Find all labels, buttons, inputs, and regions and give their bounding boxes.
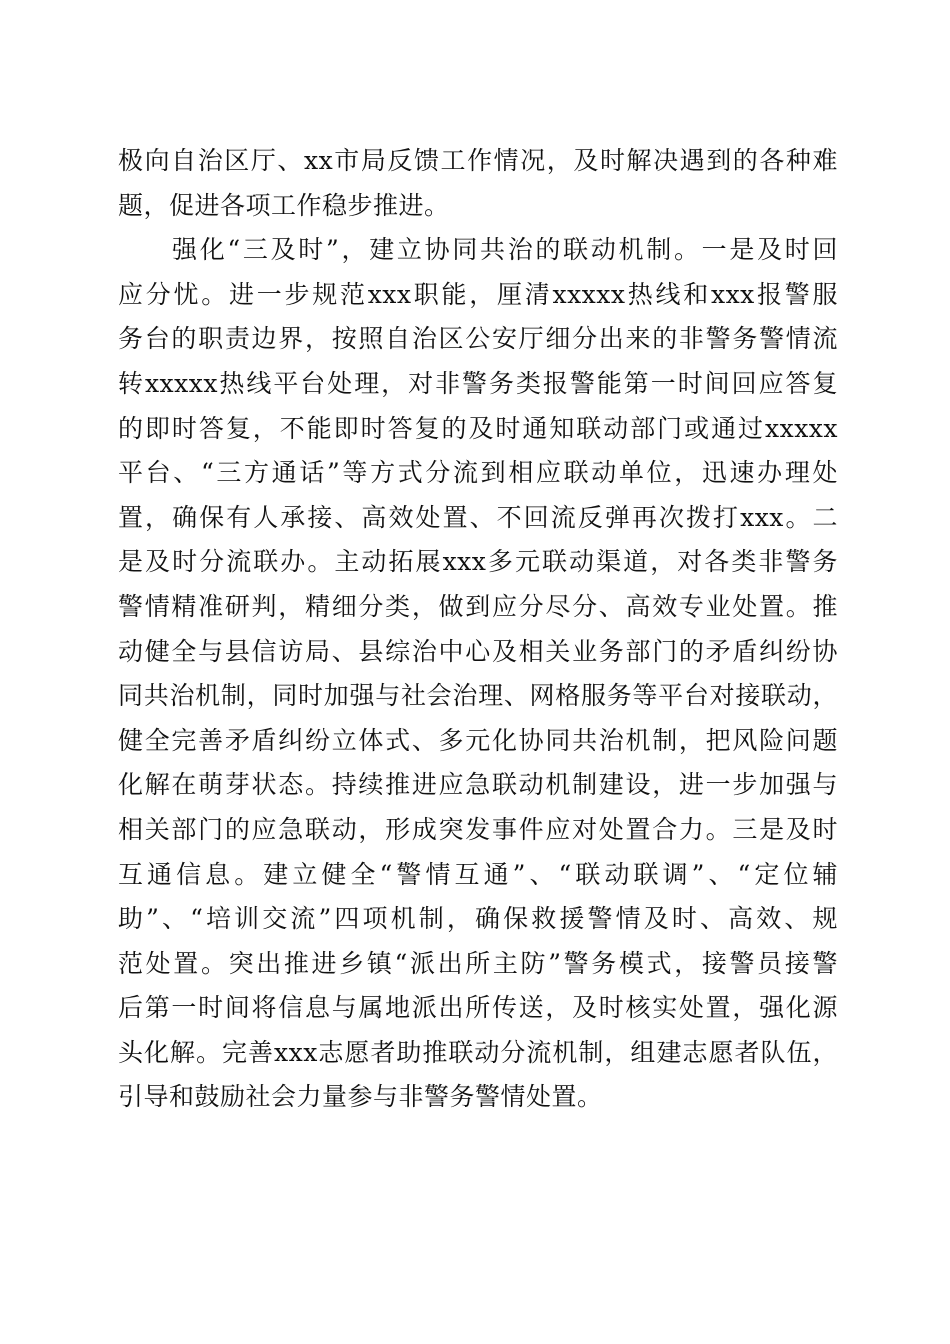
text-line: 健全完善矛盾纠纷立体式、多元化协同共治机制，把风险问题 — [118, 725, 838, 755]
text-line: 应分忧。进一步规范xxx职能，厘清xxxxx热线和xxx报警服 — [118, 279, 838, 309]
text-line: 强化“三及时”，建立协同共治的联动机制。一是及时回 — [172, 235, 838, 265]
text-line: 化解在萌芽状态。持续推进应急联动机制建设，进一步加强与 — [118, 770, 838, 800]
text-line: 后第一时间将信息与属地派出所传送，及时核实处置，强化源 — [118, 993, 838, 1023]
text-line: 转xxxxx热线平台处理，对非警务类报警能第一时间回应答复 — [118, 368, 838, 398]
paragraph-2 — [118, 228, 838, 1120]
text-line: 相关部门的应急联动，形成突发事件应对处置合力。三是及时 — [118, 814, 838, 844]
text-line: 引导和鼓励社会力量参与非警务警情处置。 — [118, 1082, 603, 1112]
text-line: 互通信息。建立健全“警情互通”、“联动联调”、“定位辅 — [118, 859, 838, 889]
text-line: 范处置。突出推进乡镇“派出所主防”警务模式，接警员接警 — [118, 948, 838, 978]
text-line: 头化解。完善xxx志愿者助推联动分流机制，组建志愿者队伍， — [118, 1037, 838, 1067]
text-line: 的即时答复，不能即时答复的及时通知联动部门或通过xxxxx — [118, 413, 838, 443]
text-line: 警情精准研判，精细分类，做到应分尽分、高效专业处置。推 — [118, 591, 838, 621]
text-line: 是及时分流联办。主动拓展xxx多元联动渠道，对各类非警务 — [118, 547, 838, 577]
paragraph-1 — [118, 139, 838, 228]
text-line: 助”、“培训交流”四项机制，确保救援警情及时、高效、规 — [118, 904, 838, 934]
text-line: 置，确保有人承接、高效处置、不回流反弹再次拨打xxx。二 — [118, 502, 838, 532]
text-line: 同共治机制，同时加强与社会治理、网格服务等平台对接联动， — [118, 681, 838, 711]
text-line: 平台、“三方通话”等方式分流到相应联动单位，迅速办理处 — [118, 458, 838, 488]
text-line: 动健全与县信访局、县综治中心及相关业务部门的矛盾纠纷协 — [118, 636, 838, 666]
text-line: 极向自治区厅、xx市局反馈工作情况，及时解决遇到的各种难 — [118, 146, 838, 175]
text-line: 题，促进各项工作稳步推进。 — [118, 190, 450, 220]
document-body — [118, 139, 838, 1120]
text-line: 务台的职责边界，按照自治区公安厅细分出来的非警务警情流 — [118, 324, 838, 354]
